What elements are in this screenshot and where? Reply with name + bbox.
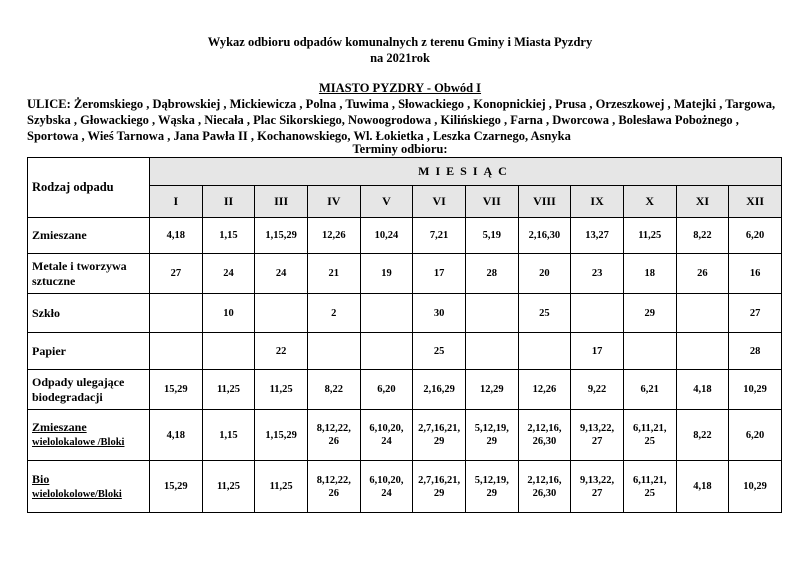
date-cell [360, 333, 413, 370]
date-cell: 7,21 [413, 218, 466, 254]
date-cell [202, 333, 255, 370]
date-cell [150, 333, 203, 370]
date-cell: 8,22 [676, 218, 729, 254]
date-cell [676, 333, 729, 370]
date-cell: 6,20 [360, 370, 413, 410]
date-cell: 8,12,22, 26 [307, 410, 360, 461]
date-cell: 6,20 [729, 218, 782, 254]
date-cell: 12,29 [465, 370, 518, 410]
date-cell: 10,29 [729, 461, 782, 513]
date-cell: 9,13,22, 27 [571, 461, 624, 513]
month-header-cell: VII [465, 186, 518, 218]
date-cell: 10,29 [729, 370, 782, 410]
date-cell: 1,15 [202, 410, 255, 461]
waste-type-name: Metale i tworzywa [32, 258, 127, 273]
month-header-cell: V [360, 186, 413, 218]
table-row [28, 333, 782, 370]
date-cell: 23 [571, 254, 624, 294]
date-cell: 8,22 [676, 410, 729, 461]
date-cell: 1,15,29 [255, 218, 308, 254]
date-cell: 28 [729, 333, 782, 370]
month-header-cell: XII [729, 186, 782, 218]
month-header-cell: XI [676, 186, 729, 218]
date-cell: 5,19 [465, 218, 518, 254]
date-cell: 5,12,19, 29 [465, 461, 518, 513]
date-cell [255, 294, 308, 333]
date-cell: 4,18 [150, 218, 203, 254]
month-header-cell: X [623, 186, 676, 218]
waste-type-cell [28, 254, 150, 294]
date-cell: 6,20 [729, 410, 782, 461]
date-cell: 13,27 [571, 218, 624, 254]
date-cell [571, 294, 624, 333]
date-cell: 2,16,30 [518, 218, 571, 254]
date-cell [465, 333, 518, 370]
date-cell: 28 [465, 254, 518, 294]
date-cell: 27 [150, 254, 203, 294]
date-cell: 12,26 [518, 370, 571, 410]
date-cell: 17 [413, 254, 466, 294]
date-cell [150, 294, 203, 333]
date-cell: 4,18 [676, 461, 729, 513]
waste-type-name: Odpady ulegające [32, 374, 125, 389]
date-cell [623, 333, 676, 370]
table-row [28, 410, 782, 461]
waste-type-name: Bio [32, 471, 50, 486]
date-cell: 6,10,20, 24 [360, 410, 413, 461]
table-row [28, 461, 782, 513]
waste-type-name-line2: sztuczne [32, 273, 76, 288]
date-cell: 2,12,16, 26,30 [518, 410, 571, 461]
waste-type-cell [28, 461, 150, 513]
date-cell: 6,10,20, 24 [360, 461, 413, 513]
date-cell: 11,25 [623, 218, 676, 254]
table-row [28, 370, 782, 410]
month-header-cell: II [202, 186, 255, 218]
waste-type-name: Szkło [32, 305, 61, 320]
date-cell: 21 [307, 254, 360, 294]
date-cell [518, 333, 571, 370]
date-cell: 11,25 [255, 461, 308, 513]
date-cell: 6,11,21, 25 [623, 410, 676, 461]
date-cell [360, 294, 413, 333]
waste-type-name-line2: wielolokalowe /Bloki [32, 437, 125, 448]
date-cell: 2,12,16, 26,30 [518, 461, 571, 513]
date-cell: 2,7,16,21, 29 [413, 410, 466, 461]
date-cell: 1,15,29 [255, 410, 308, 461]
waste-type-name-line2: wielolokolowe/Bloki [32, 488, 122, 500]
date-cell: 1,15 [202, 218, 255, 254]
date-cell: 2 [307, 294, 360, 333]
table-row [28, 218, 782, 254]
date-cell: 11,25 [255, 370, 308, 410]
date-cell: 20 [518, 254, 571, 294]
document-title: Wykaz odbioru odpadów komunalnych z terenu Gminy i Miasta Pyzdry [207, 35, 593, 49]
month-header-cell: VI [413, 186, 466, 218]
date-cell: 6,11,21, 25 [623, 461, 676, 513]
date-cell [307, 333, 360, 370]
schedule-table [27, 157, 782, 513]
date-cell: 10 [202, 294, 255, 333]
date-cell: 26 [676, 254, 729, 294]
date-cell [676, 294, 729, 333]
month-header: MIESIĄC [150, 158, 782, 186]
date-cell: 18 [623, 254, 676, 294]
date-cell: 11,25 [202, 461, 255, 513]
date-cell: 24 [202, 254, 255, 294]
month-header-cell: I [150, 186, 203, 218]
table-row [28, 254, 782, 294]
waste-type-name: Zmieszane [32, 420, 87, 434]
date-cell: 2,16,29 [413, 370, 466, 410]
document-year: na 2021rok [370, 51, 430, 65]
month-header-cell: IV [307, 186, 360, 218]
waste-type-cell [28, 370, 150, 410]
date-cell: 8,22 [307, 370, 360, 410]
month-header-cell: VIII [518, 186, 571, 218]
table-row [28, 294, 782, 333]
district-subtitle: MIASTO PYZDRY - Obwód I [318, 81, 482, 95]
date-cell: 9,13,22, 27 [571, 410, 624, 461]
date-cell: 4,18 [150, 410, 203, 461]
date-cell: 11,25 [202, 370, 255, 410]
date-cell: 9,22 [571, 370, 624, 410]
date-cell: 25 [413, 333, 466, 370]
date-cell: 2,7,16,21, 29 [413, 461, 466, 513]
waste-type-cell [28, 218, 150, 254]
month-header-cell: IX [571, 186, 624, 218]
waste-type-header: Rodzaj odpadu [28, 158, 150, 218]
date-cell: 27 [729, 294, 782, 333]
waste-type-name: Zmieszane [32, 228, 87, 242]
date-cell: 16 [729, 254, 782, 294]
date-cell: 15,29 [150, 370, 203, 410]
date-cell: 22 [255, 333, 308, 370]
date-cell: 25 [518, 294, 571, 333]
waste-type-cell [28, 333, 150, 370]
date-cell [465, 294, 518, 333]
date-cell: 8,12,22, 26 [307, 461, 360, 513]
waste-type-name-line2: biodegradacji [32, 389, 103, 404]
waste-type-name: Papier [32, 343, 66, 358]
waste-type-cell [28, 294, 150, 333]
date-cell: 29 [623, 294, 676, 333]
date-cell: 17 [571, 333, 624, 370]
date-cell: 15,29 [150, 461, 203, 513]
date-cell: 12,26 [307, 218, 360, 254]
waste-type-cell [28, 410, 150, 461]
month-header-cell: III [255, 186, 308, 218]
date-cell: 6,21 [623, 370, 676, 410]
terms-heading: Terminy odbioru: [352, 142, 448, 156]
date-cell: 5,12,19, 29 [465, 410, 518, 461]
date-cell: 19 [360, 254, 413, 294]
date-cell: 24 [255, 254, 308, 294]
streets-list: ULICE: Żeromskiego , Dąbrowskiej , Mickiewicza , Polna , Tuwima , Słowackiego , Konopnickiej , Prusa , Orzeszkowej , Matejki , Targowa, Szybska , Głowackiego , Wąska , Niecała , Plac Sikorskiego, Nowoogrodowa , Kilińskiego , Farna , Dworcowa , Bolesława Pobożnego , Sportowa , Wieś Tarnowa , Jana Pawła II , Kochanowskiego, Wl. Łokietka , Leszka Czarnego, Asnyka [27, 97, 776, 143]
date-cell: 10,24 [360, 218, 413, 254]
date-cell: 4,18 [676, 370, 729, 410]
date-cell: 30 [413, 294, 466, 333]
